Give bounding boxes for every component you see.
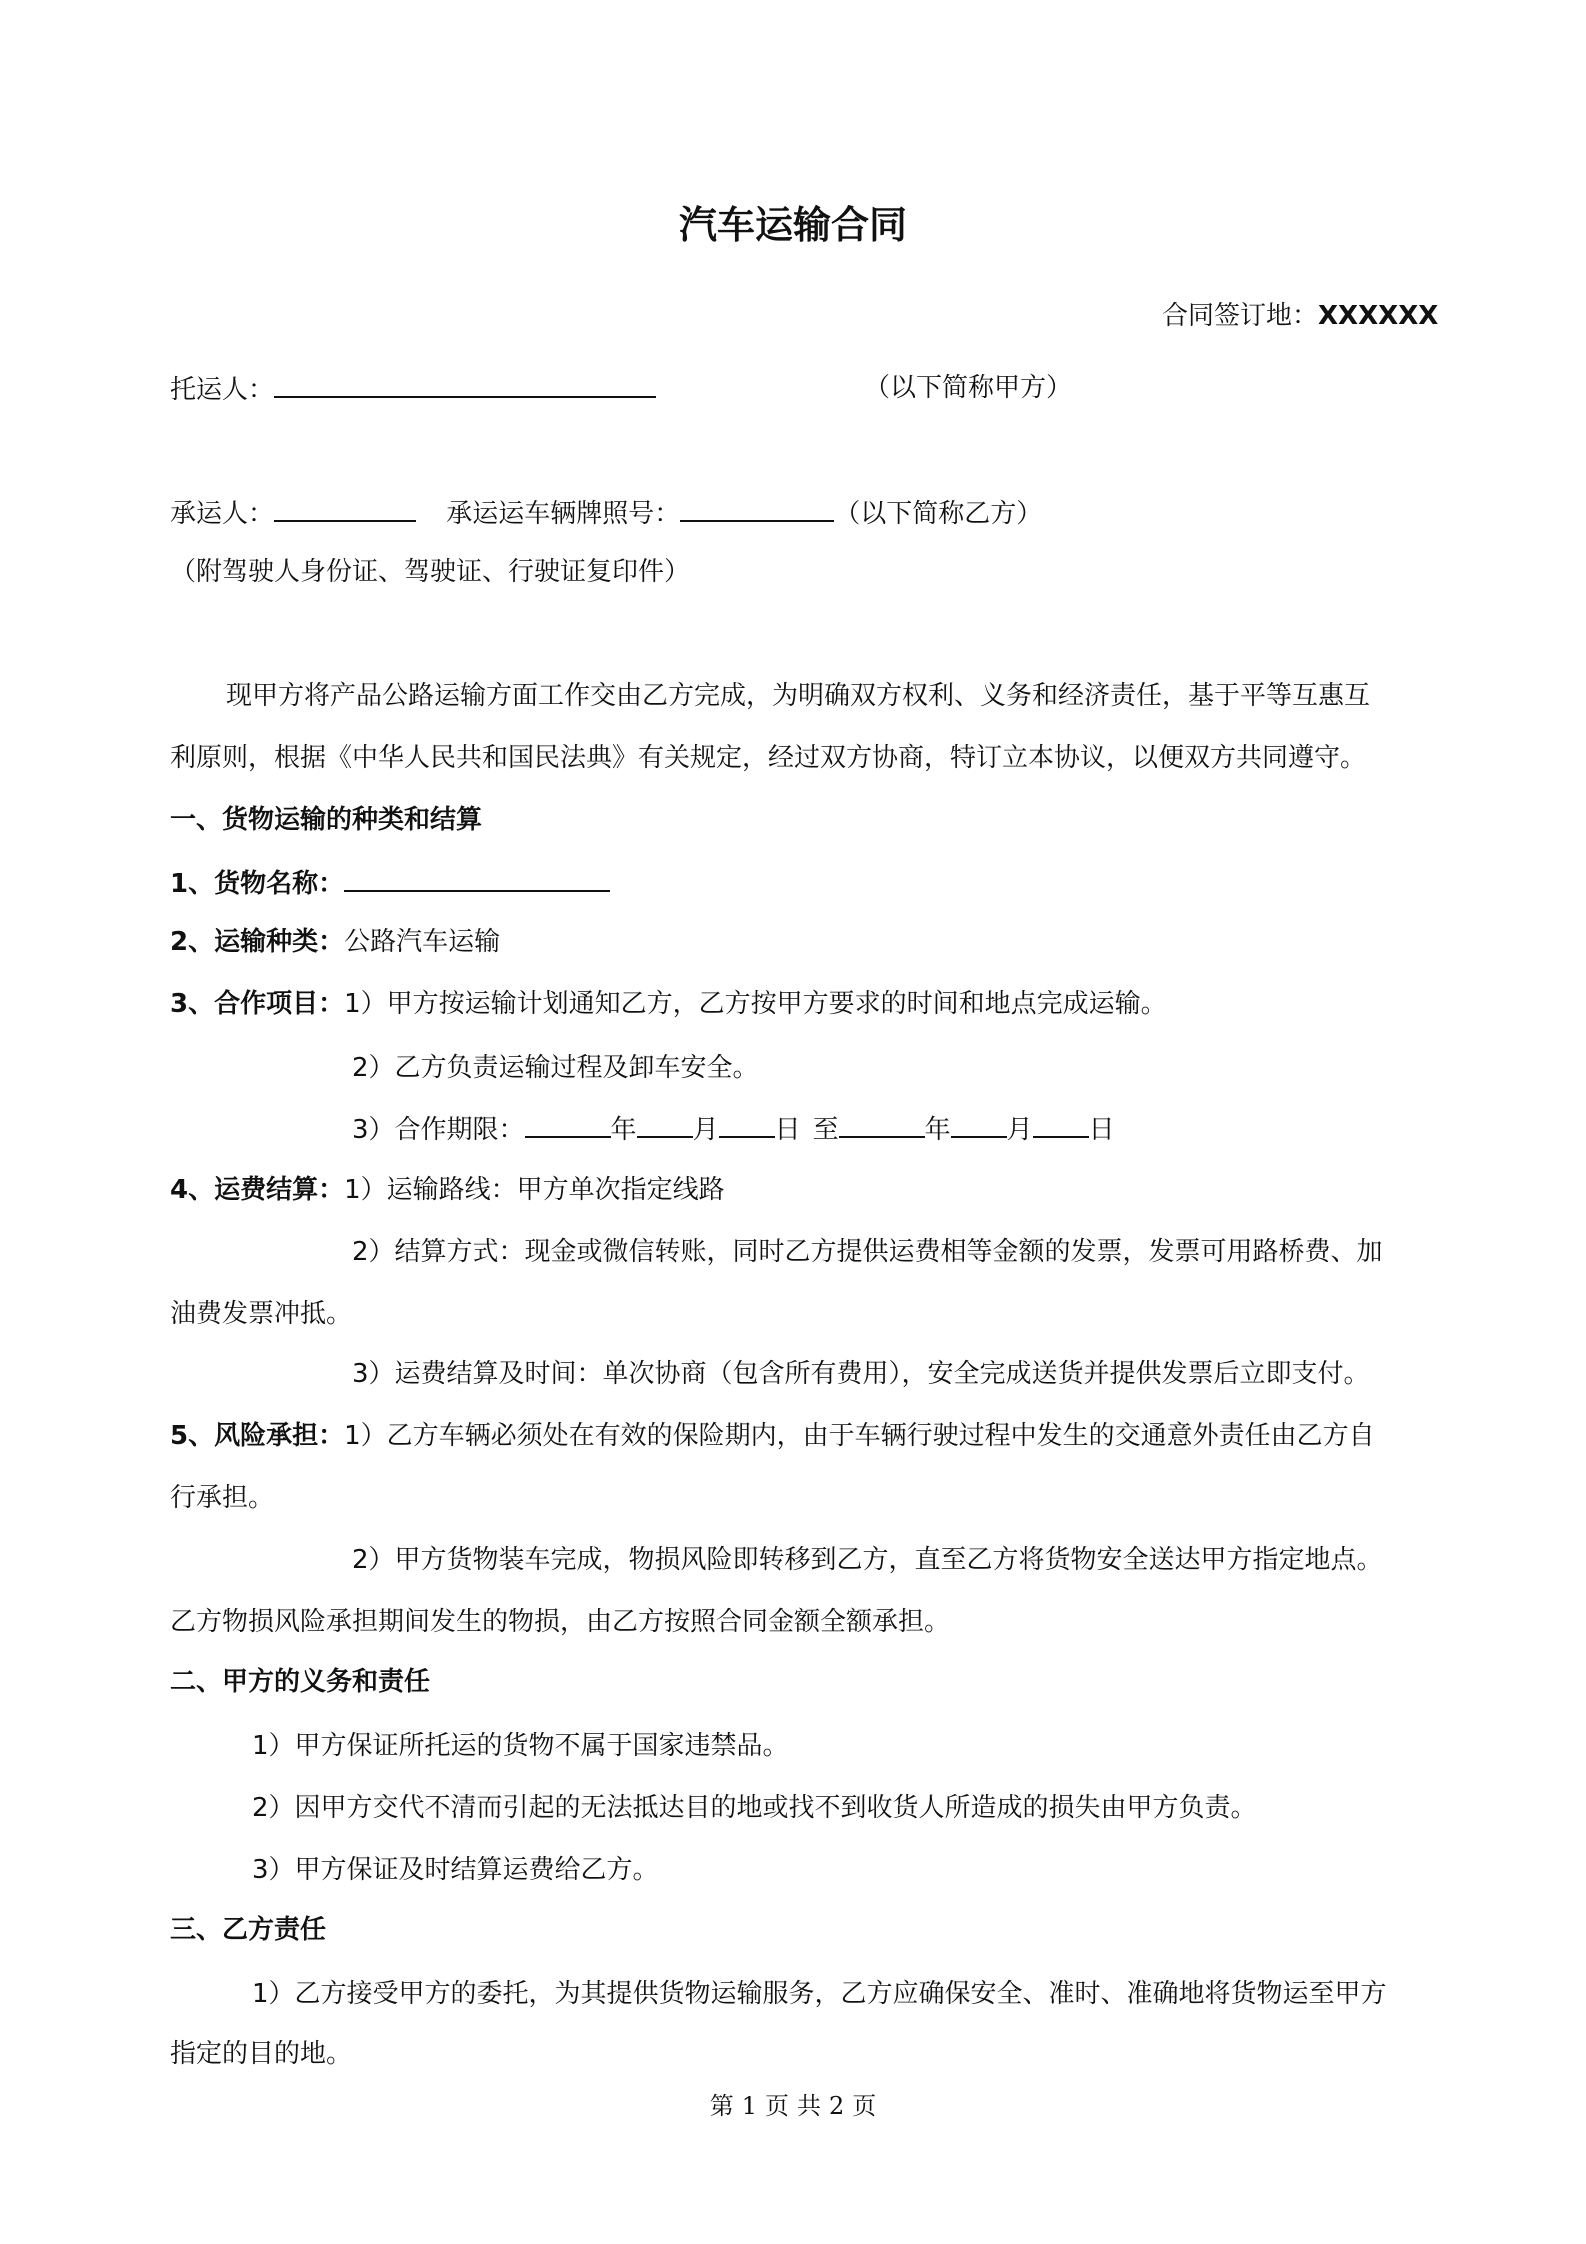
section1-heading: 一、货物运输的种类和结算 xyxy=(170,805,483,835)
section2-item-2: 2）因甲方交代不清而引起的无法抵达目的地或找不到收货人所造成的损失由甲方负责。 xyxy=(252,1793,1257,1823)
page-footer xyxy=(0,2090,1586,2122)
intro-line-1: 现甲方将产品公路运输方面工作交由乙方完成，为明确双方权利、义务和经济责任，基于平等互惠互 xyxy=(226,681,1371,711)
goods-name-label: 1、货物名称： xyxy=(170,869,345,899)
transport-type-value: 公路汽车运输 xyxy=(344,927,501,957)
end-year-blank[interactable] xyxy=(839,1110,925,1138)
cooperation-line xyxy=(170,986,1167,1022)
risk-sub-1-line-1: 1）乙方车辆必须处在有效的保险期内，由于车辆行驶过程中发生的交通意外责任由乙方自 xyxy=(344,1421,1375,1451)
carrier-note: （以下简称乙方） xyxy=(834,499,1043,529)
end-month-blank[interactable] xyxy=(951,1110,1007,1138)
section3-item-1-line-1: 1）乙方接受甲方的委托，为其提供货物运输服务，乙方应确保安全、准时、准确地将货物运至甲方 xyxy=(252,1979,1387,2009)
end-day-blank[interactable] xyxy=(1033,1110,1089,1138)
carrier-blank[interactable] xyxy=(274,494,416,522)
section2-item-3: 3）甲方保证及时结算运费给乙方。 xyxy=(252,1855,659,1885)
risk-line xyxy=(170,1418,1375,1454)
transport-type-label: 2、运输种类： xyxy=(170,927,345,957)
cooperation-sub-1: 1）甲方按运输计划通知乙方，乙方按甲方要求的时间和地点完成运输。 xyxy=(344,989,1167,1019)
footer-total-word: 共 xyxy=(797,2092,821,2120)
consignor-blank[interactable] xyxy=(274,370,656,398)
freight-label: 4、运费结算： xyxy=(170,1175,345,1205)
plate-label: 承运运车辆牌照号： xyxy=(446,499,681,529)
sign-place xyxy=(1162,298,1438,334)
freight-sub-1: 1）运输路线：甲方单次指定线路 xyxy=(344,1175,725,1205)
document-title: 汽车运输合同 xyxy=(678,203,907,247)
freight-sub-3: 3）运费结算及时间：单次协商（包含所有费用），安全完成送货并提供发票后立即支付。 xyxy=(352,1359,1370,1389)
risk-sub-2-line-2: 乙方物损风险承担期间发生的物损，由乙方按照合同金额全额承担。 xyxy=(170,1607,951,1637)
carrier-line xyxy=(170,494,1042,532)
goods-name-blank[interactable] xyxy=(344,864,610,892)
footer-total-unit: 页 xyxy=(852,2092,877,2120)
cooperation-sub-2: 2）乙方负责运输过程及卸车安全。 xyxy=(352,1053,759,1083)
transport-type-line xyxy=(170,924,500,960)
footer-page-word: 第 xyxy=(709,2092,734,2120)
sign-place-value: XXXXXX xyxy=(1318,301,1439,331)
start-year-label: 年 xyxy=(610,1115,637,1145)
intro-line-2: 利原则，根据《中华人民共和国民法典》有关规定，经过双方协商，特订立本协议，以便双方共同遵守。 xyxy=(170,743,1367,773)
consignor-note: （以下简称甲方） xyxy=(864,373,1073,403)
start-month-blank[interactable] xyxy=(637,1110,693,1138)
risk-sub-2-line-1: 2）甲方货物装车完成，物损风险即转移到乙方，直至乙方将货物安全送达甲方指定地点。 xyxy=(352,1545,1383,1575)
footer-page-num: 1 xyxy=(741,2092,757,2120)
freight-sub-2-line-1: 2）结算方式：现金或微信转账，同时乙方提供运费相等金额的发票，发票可用路桥费、加 xyxy=(352,1237,1383,1267)
start-year-blank[interactable] xyxy=(525,1110,611,1138)
section3-heading: 三、乙方责任 xyxy=(170,1915,327,1945)
sign-place-label: 合同签订地： xyxy=(1162,301,1319,331)
section2-heading: 二、甲方的义务和责任 xyxy=(170,1667,431,1697)
start-month-label: 月 xyxy=(692,1115,719,1145)
footer-total-num: 2 xyxy=(829,2092,845,2120)
plate-blank[interactable] xyxy=(680,494,834,522)
period-to: 至 xyxy=(812,1115,839,1145)
end-month-label: 月 xyxy=(1006,1115,1033,1145)
start-day-blank[interactable] xyxy=(719,1110,775,1138)
period-label: 3）合作期限： xyxy=(352,1115,525,1145)
freight-sub-2-line-2: 油费发票冲抵。 xyxy=(170,1299,353,1329)
end-day-label: 日 xyxy=(1088,1115,1115,1145)
cooperation-period xyxy=(352,1110,1115,1148)
end-year-label: 年 xyxy=(924,1115,951,1145)
consignor-label: 托运人： xyxy=(170,375,275,405)
attachment-note: （附驾驶人身份证、驾驶证、行驶证复印件） xyxy=(170,557,691,587)
cooperation-label: 3、合作项目： xyxy=(170,989,345,1019)
consignor-line xyxy=(170,370,656,408)
footer-page-unit: 页 xyxy=(765,2092,789,2120)
section3-item-1-line-2: 指定的目的地。 xyxy=(170,2039,353,2069)
goods-name-line xyxy=(170,864,610,902)
risk-label: 5、风险承担： xyxy=(170,1421,345,1451)
risk-sub-1-line-2: 行承担。 xyxy=(170,1483,275,1513)
carrier-label: 承运人： xyxy=(170,499,275,529)
section2-item-1: 1）甲方保证所托运的货物不属于国家违禁品。 xyxy=(252,1731,789,1761)
freight-line xyxy=(170,1172,725,1208)
start-day-label: 日 xyxy=(774,1115,801,1145)
